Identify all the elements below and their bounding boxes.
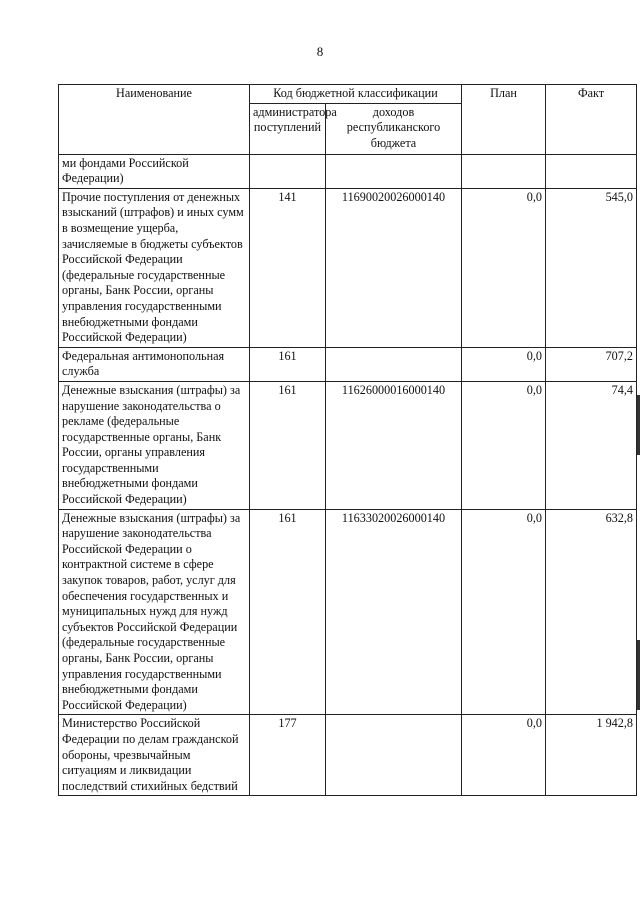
row-fact: 545,0: [546, 188, 637, 347]
row-fact: 1 942,8: [546, 715, 637, 796]
table-row: [59, 188, 637, 347]
table-row: [59, 347, 637, 381]
header-plan: План: [462, 85, 546, 155]
row-income-code: [326, 347, 462, 381]
row-plan: 0,0: [462, 381, 546, 509]
table-row: [59, 509, 637, 715]
header-budget-code: Код бюджетной классификации: [250, 85, 462, 104]
row-income-code: 11626000016000140: [326, 381, 462, 509]
table-row: [59, 381, 637, 509]
row-name: ми фондами Российской Федерации): [59, 154, 250, 188]
row-admin-code: 161: [250, 381, 326, 509]
row-income-code: 11690020026000140: [326, 188, 462, 347]
budget-table: [58, 84, 637, 796]
row-admin-code: 141: [250, 188, 326, 347]
header-fact: Факт: [546, 85, 637, 155]
row-admin-code: 161: [250, 509, 326, 715]
row-income-code: [326, 715, 462, 796]
row-name: Федеральная антимонопольная служба: [59, 347, 250, 381]
row-income-code: 11633020026000140: [326, 509, 462, 715]
table-row: [59, 154, 637, 188]
row-name: Прочие поступления от денежных взысканий (штрафов) и иных сумм в возмещение ущерба, зачисляемые в бюджеты субъектов Российской Федерации (федеральные государственные органы, Банк России, органы управления государственными внебюджетными фондами Российской Федерации): [59, 188, 250, 347]
header-income: доходов республиканского бюджета: [326, 103, 462, 154]
row-plan: 0,0: [462, 347, 546, 381]
row-admin-code: [250, 154, 326, 188]
row-name: Денежные взыскания (штрафы) за нарушение законодательства Российской Федерации о контрактной системе в сфере закупок товаров, работ, услуг для обеспечения государственных и муниципальных нужд для нужд субъектов Российской Федерации (федеральные государственные органы, Банк России, органы управления государственными внебюджетными фондами Российской Федерации): [59, 509, 250, 715]
header-name: Наименование: [59, 85, 250, 155]
row-name: Денежные взыскания (штрафы) за нарушение законодательства о рекламе (федеральные государственные органы, Банк России, органы управления государственными внебюджетными фондами Российской Федерации): [59, 381, 250, 509]
page-number: 8: [316, 44, 324, 59]
row-plan: 0,0: [462, 509, 546, 715]
row-plan: 0,0: [462, 188, 546, 347]
row-fact: [546, 154, 637, 188]
row-fact: 707,2: [546, 347, 637, 381]
header-admin: администратора поступлений: [250, 103, 326, 154]
row-income-code: [326, 154, 462, 188]
row-fact: 632,8: [546, 509, 637, 715]
row-name: Министерство Российской Федерации по делам гражданской обороны, чрезвычайным ситуациям и ликвидации последствий стихийных бедствий: [59, 715, 250, 796]
row-plan: [462, 154, 546, 188]
row-fact: 74,4: [546, 381, 637, 509]
row-plan: 0,0: [462, 715, 546, 796]
row-admin-code: 177: [250, 715, 326, 796]
row-admin-code: 161: [250, 347, 326, 381]
table-row: [59, 715, 637, 796]
